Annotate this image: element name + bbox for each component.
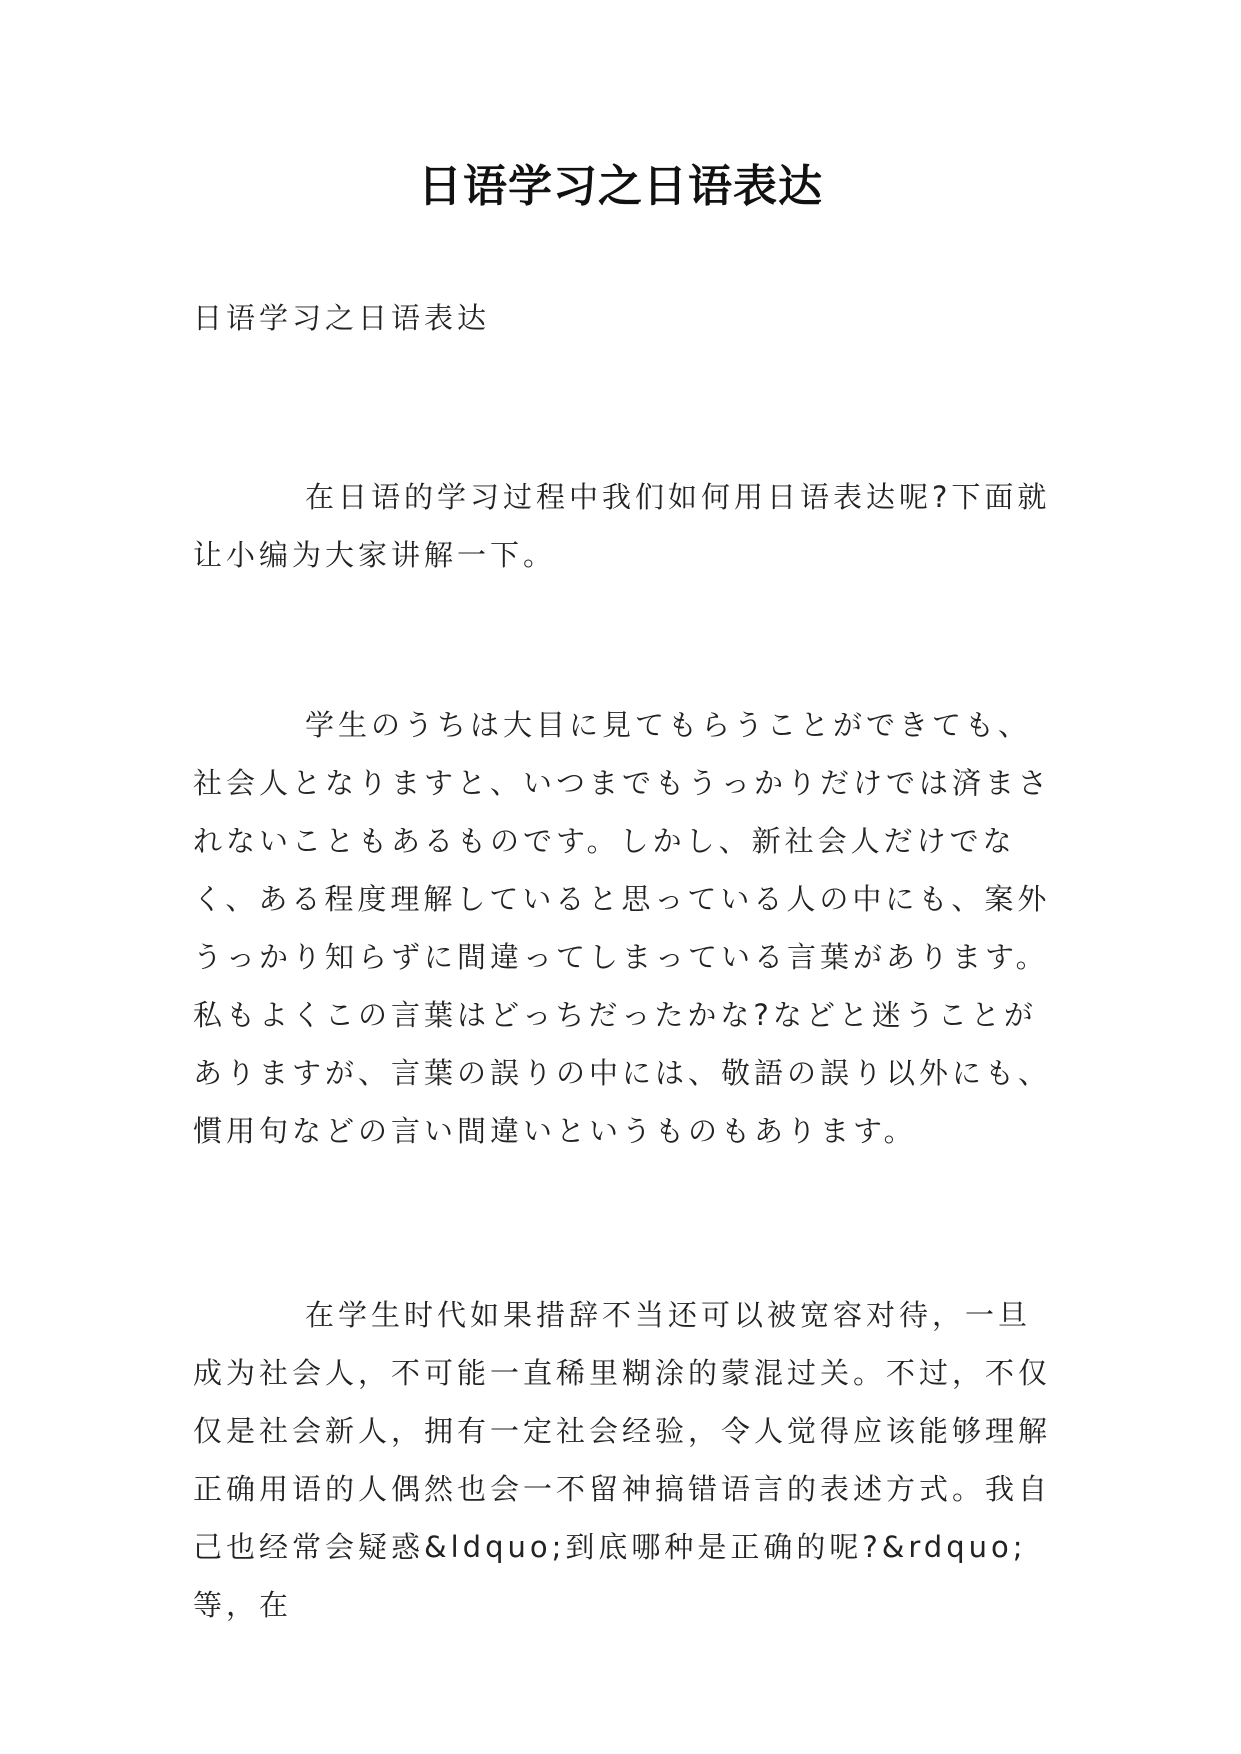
paragraph-intro: 在日语的学习过程中我们如何用日语表达呢?下面就让小编为大家讲解一下。 (193, 480, 1051, 572)
document-title: 日语学习之日语表达 (418, 161, 823, 212)
paragraph-japanese: 学生のうちは大目に見てもらうことができても、社会人となりますと、いつまでもうっかりだけでは済まされないこともあるものです。しかし、新社会人だけでなく、ある程度理解していると思っている人の中にも、案外うっかり知らずに間違ってしまっている言葉があります。私もよくこの言葉はどっちだったかな?などと迷うことがありますが、言葉の誤りの中には、敬語の誤り以外にも、慣用句などの言い間違いというものもあります。 (193, 708, 1052, 1148)
document-subtitle: 日语学习之日语表达 (193, 301, 491, 335)
paragraph-chinese: 在学生时代如果措辞不当还可以被宽容对待，一旦成为社会人，不可能一直稀里糊涂的蒙混过关。不过，不仅仅是社会新人，拥有一定社会经验，令人觉得应该能够理解正确用语的人偶然也会一不留神搞错语言的表述方式。我自己也经常会疑惑&ldquo;到底哪种是正确的呢?&rdquo;等，在 (193, 1298, 1052, 1622)
